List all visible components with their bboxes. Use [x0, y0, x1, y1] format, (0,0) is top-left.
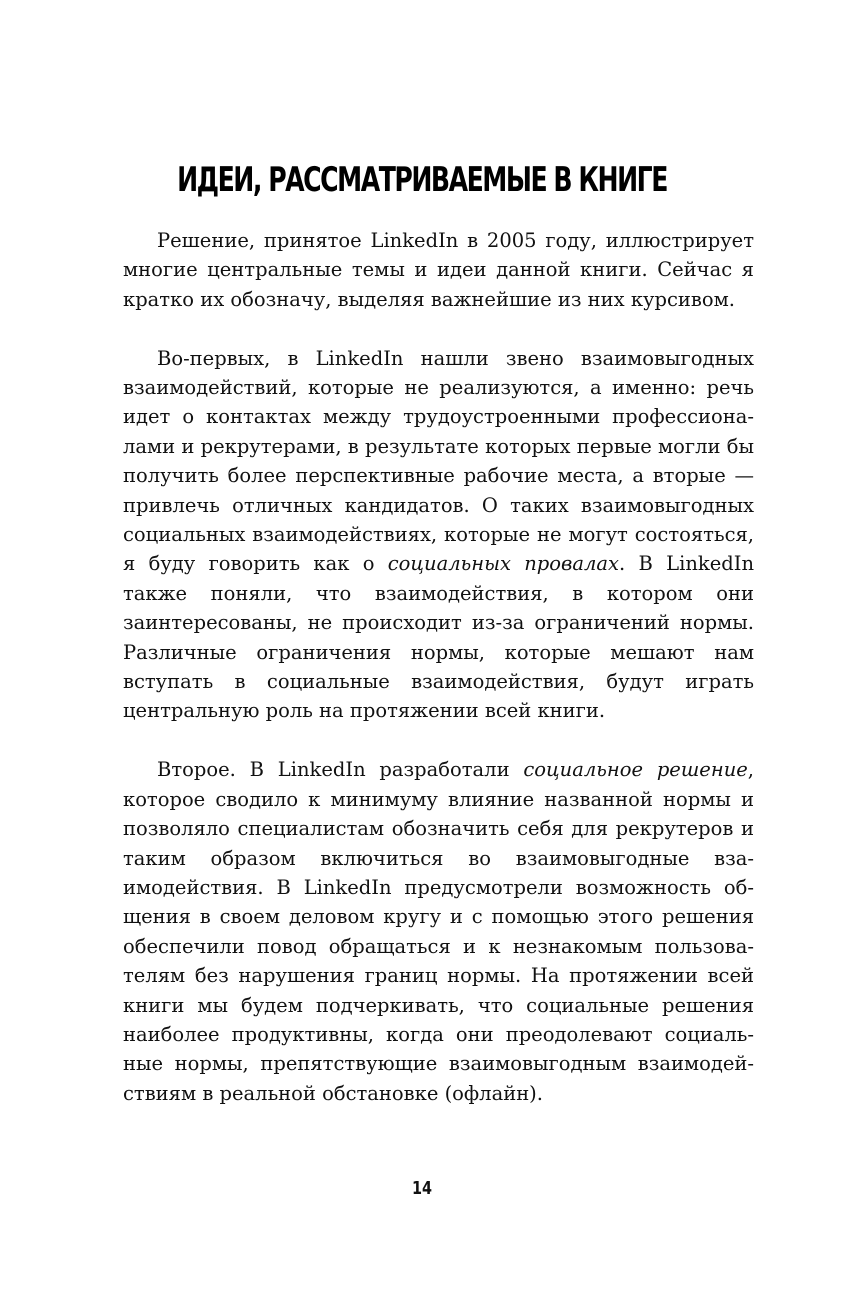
page-number: 14 — [411, 1178, 433, 1199]
paragraph-1 — [123, 226, 754, 314]
paragraph-3-text-b: , которое сводило к минимуму влияние названной нормы и позволяло специалистам обозначить себя для рекрутеров и таким образом включиться во взаимовыгодные взаимодействия. В LinkedIn предусмотрели возможность общения в своем деловом кругу и с помощью этого решения обеспечили повод обращаться и к незнакомым пользователям без нарушения границ нормы. На протяжении всей книги мы будем подчеркивать, что социальные решения наиболее продуктивны, когда они преодолевают социальные нормы, препятствующие взаимовыгодным взаимодействиям в реальной обстановке (офлайн). — [123, 758, 754, 1105]
paragraph-1-text: Решение, принятое LinkedIn в 2005 году, иллюстрирует многие центральные темы и идеи данной книги. Сейчас я кратко их обозначу, выделяя важнейшие из них курсивом. — [123, 229, 754, 311]
paragraph-3-text-a: Второе. В LinkedIn разработали — [157, 758, 524, 782]
body-text — [123, 226, 754, 1108]
paragraph-2-italic-term: социальных провалах — [387, 552, 620, 576]
paragraph-3 — [123, 755, 754, 1108]
paragraph-2-text-b: . В LinkedIn также поняли, что взаимодействия, в котором они заинтересованы, не происходит из-за ограничений нормы. Различные ограничения нормы, которые мешают нам вступать в социальные взаимодействия, будут играть центральную роль на протяжении всей книги. — [123, 552, 754, 723]
paragraph-2 — [123, 344, 754, 726]
paragraph-3-italic-term: социальное решение — [523, 758, 748, 782]
paragraph-2-text-a: Во-первых, в LinkedIn нашли звено взаимовыгодных взаимодействий, которые не реализуются, а именно: речь идет о контактах между трудоустроенными профессионалами и рекрутерами, в результате которых первые могли бы получить более перспективные рабочие места, а вторые — привлечь отличных кандидатов. О таких взаимовыгодных социальных взаимодействиях, которые не могут состояться, я буду говорить как о — [123, 346, 754, 576]
section-heading: ИДЕИ, РАССМАТРИВАЕМЫЕ В КНИГЕ — [177, 160, 667, 200]
